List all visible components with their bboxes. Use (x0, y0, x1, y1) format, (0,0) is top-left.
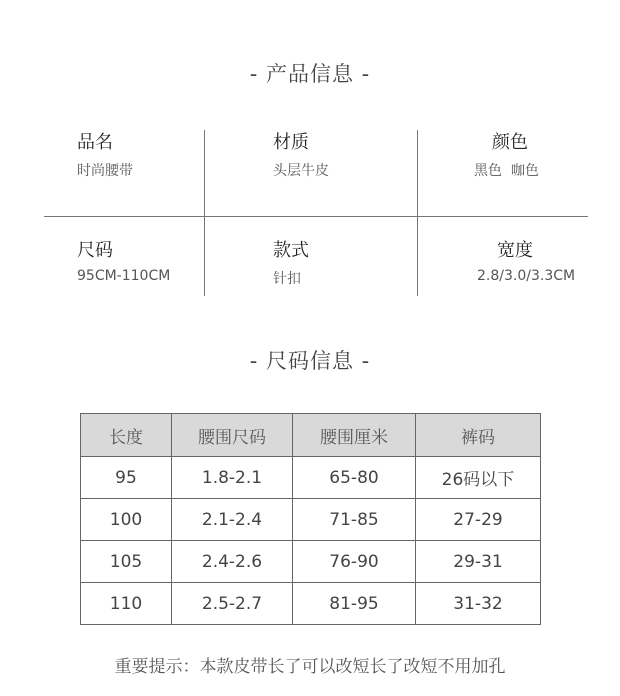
size-info-title: - 尺码信息 - (249, 349, 371, 373)
color-value: 黑色 咖色 (474, 163, 539, 179)
cell-waist-cm: 81-95 (293, 583, 416, 625)
table-row (81, 583, 541, 625)
cell-length: 110 (81, 583, 172, 625)
cell-waist-size: 1.8-2.1 (172, 457, 293, 499)
cell-length: 105 (81, 541, 172, 583)
material-label: 材质 (273, 132, 309, 153)
cell-pants-size: 26码以下 (416, 457, 541, 499)
width-value: 2.8/3.0/3.3CM (477, 268, 576, 284)
material-value: 头层牛皮 (273, 163, 329, 179)
important-note: 重要提示：本款皮带长了可以改短长了改短不用加孔 (114, 657, 506, 677)
color-label: 颜色 (492, 132, 528, 153)
cell-waist-size: 2.4-2.6 (172, 541, 293, 583)
grid-divider-vertical-1 (204, 130, 205, 296)
grid-divider-vertical-2 (417, 130, 418, 296)
product-name-value: 时尚腰带 (77, 163, 133, 179)
cell-waist-size: 2.1-2.4 (172, 499, 293, 541)
table-row (81, 541, 541, 583)
cell-pants-size: 29-31 (416, 541, 541, 583)
size-value: 95CM-110CM (77, 268, 171, 284)
product-info-title: - 产品信息 - (249, 62, 371, 86)
header-waist-cm: 腰围厘米 (293, 414, 416, 457)
width-label: 宽度 (497, 240, 533, 261)
size-label: 尺码 (77, 240, 113, 261)
grid-divider-horizontal (44, 216, 588, 217)
style-label: 款式 (273, 240, 309, 261)
cell-waist-cm: 76-90 (293, 541, 416, 583)
cell-length: 100 (81, 499, 172, 541)
cell-length: 95 (81, 457, 172, 499)
table-header-row (81, 414, 541, 457)
header-waist-size: 腰围尺码 (172, 414, 293, 457)
header-pants-size: 裤码 (416, 414, 541, 457)
cell-pants-size: 27-29 (416, 499, 541, 541)
cell-pants-size: 31-32 (416, 583, 541, 625)
cell-waist-size: 2.5-2.7 (172, 583, 293, 625)
table-row (81, 457, 541, 499)
header-length: 长度 (81, 414, 172, 457)
cell-waist-cm: 71-85 (293, 499, 416, 541)
product-info-grid (0, 0, 620, 320)
product-name-label: 品名 (77, 132, 113, 153)
size-table (80, 413, 541, 625)
cell-waist-cm: 65-80 (293, 457, 416, 499)
table-row (81, 499, 541, 541)
style-value: 针扣 (273, 271, 301, 287)
